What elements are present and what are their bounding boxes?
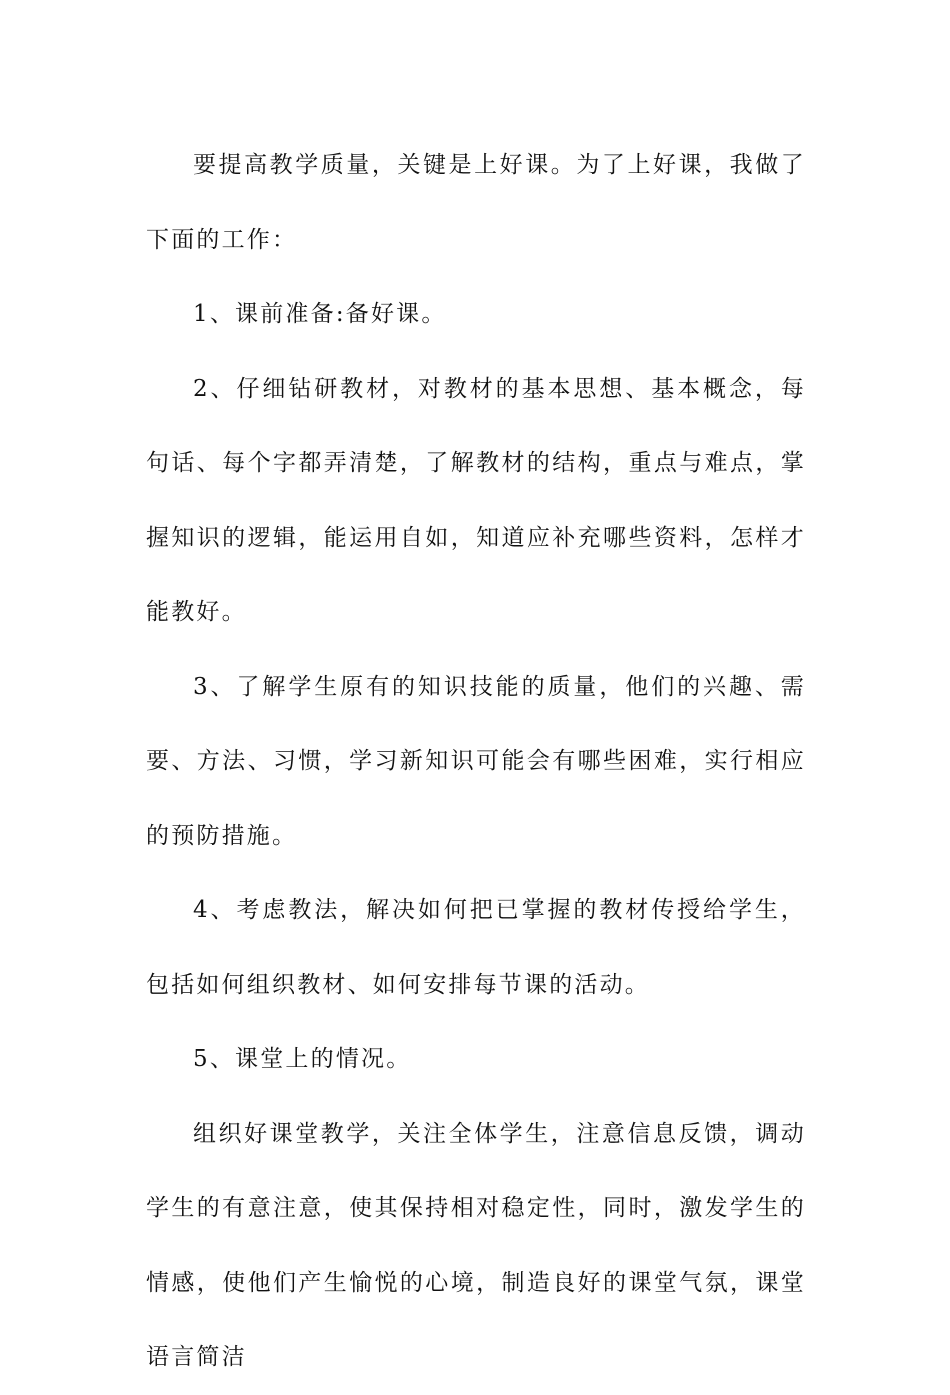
paragraph-item-2: 2、仔细钻研教材，对教材的基本思想、基本概念，每句话、每个字都弄清楚，了解教材的结构，重点与难点，掌握知识的逻辑，能运用自如，知道应补充哪些资料，怎样才能教好。 <box>146 375 806 625</box>
paragraph-item-3: 3、了解学生原有的知识技能的质量，他们的兴趣、需要、方法、习惯，学习新知识可能会有哪些困难，实行相应的预防措施。 <box>146 673 806 849</box>
paragraph-item-1: 1、课前准备:备好课。 <box>193 301 447 327</box>
document-body <box>146 128 806 1395</box>
paragraph-item-4: 4、考虑教法，解决如何把已掌握的教材传授给学生，包括如何组织教材、如何安排每节课的活动。 <box>146 897 806 998</box>
paragraph-classroom: 组织好课堂教学，关注全体学生，注意信息反馈，调动学生的有意注意，使其保持相对稳定性，同时，激发学生的情感，使他们产生愉悦的心境，制造良好的课堂气氛，课堂语言简洁 <box>146 1120 806 1370</box>
paragraph-intro: 要提高教学质量，关键是上好课。为了上好课，我做了下面的工作： <box>146 152 806 253</box>
paragraph-item-5: 5、课堂上的情况。 <box>193 1046 412 1072</box>
